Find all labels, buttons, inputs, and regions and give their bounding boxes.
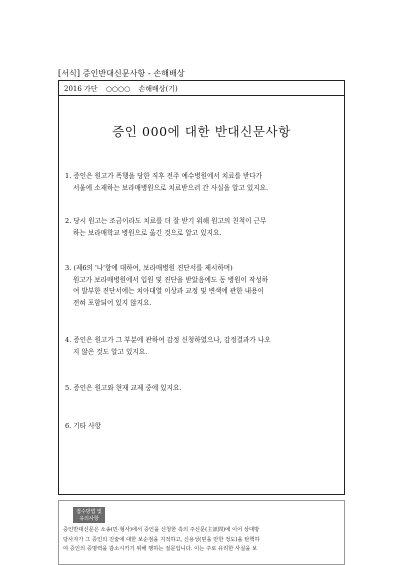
case-year: 2016 가단 (64, 85, 98, 93)
question-line: 지 않은 것도 알고 있지요. (73, 347, 148, 356)
notes-line: 여 증인의 증명력을 감소시키기 위해 행하는 질문입니다. 이는 주로 유리한 사실을 보 (63, 546, 258, 552)
question-item-3 (65, 263, 339, 309)
question-line: 3. (제6의 '나'항에 대하여, 보라매병원 진단서를 제시하며) (65, 264, 233, 272)
notes-box (58, 500, 345, 565)
question-line: 여 발부한 진단서에는 치아대열 이상과 교정 및 변색에 관한 내용이 (73, 287, 264, 295)
question-item-6 (65, 421, 339, 433)
question-line: 원고가 보라매병원에서 입원 및 진단을 받았음에도 동 병원이 작성하 (73, 275, 269, 284)
case-type: 손해배상(기) (138, 85, 178, 93)
notes-text (63, 526, 342, 555)
notes-tab-line: 유의사항 (79, 515, 99, 522)
notes-line: 당사자가 그 증인의 진술에 대한 보순점을 지적하고, 신용성(믿을 만한 정도)을 탄핵하 (63, 536, 260, 543)
question-item-2 (65, 216, 339, 239)
question-line: 전혀 포함되어 있지 않지요. (73, 298, 152, 307)
notes-tab-line: 접수방법 및 (76, 509, 102, 515)
question-item-1 (65, 171, 339, 194)
question-line: 5. 증인은 원고와 현재 교제 중에 있지요. (65, 384, 182, 392)
question-line: 하는 보라매학교 병원으로 옮긴 것으로 알고 있지요. (73, 228, 222, 237)
question-line: 1. 증인은 원고가 폭행을 당한 직후 전주 예수병원에서 치료를 받다가 (65, 172, 263, 180)
notes-line: 증인반대신문은 소송(민·형사)에서 증인을 신청한 측의 주신문(主訊問)에 이어 상대방 (63, 527, 260, 533)
form-box (58, 80, 345, 495)
question-line: 2. 당시 원고는 조금이라도 치료를 더 잘 받기 위해 원고의 친척이 근무 (65, 217, 267, 225)
case-number: ○○○○ (105, 85, 131, 93)
notes-tab (73, 507, 105, 523)
form-header: [서식] 증인반대신문사항 - 손해배상 (58, 69, 185, 78)
question-line: 6. 기타 사항 (65, 422, 101, 430)
question-line: 4. 증인은 원고가 그 부분에 관하여 감정 신청하였으나, 감정결과가 나오 (65, 336, 271, 344)
divider (59, 95, 344, 96)
question-item-4 (65, 335, 339, 358)
question-line: 서울에 소재하는 보라매병원으로 치료받으러 간 사실을 알고 있지요. (73, 183, 269, 192)
document-title: 증인 000에 대한 반대신문사항 (112, 124, 291, 139)
question-item-5 (65, 383, 339, 395)
case-line (64, 84, 184, 94)
